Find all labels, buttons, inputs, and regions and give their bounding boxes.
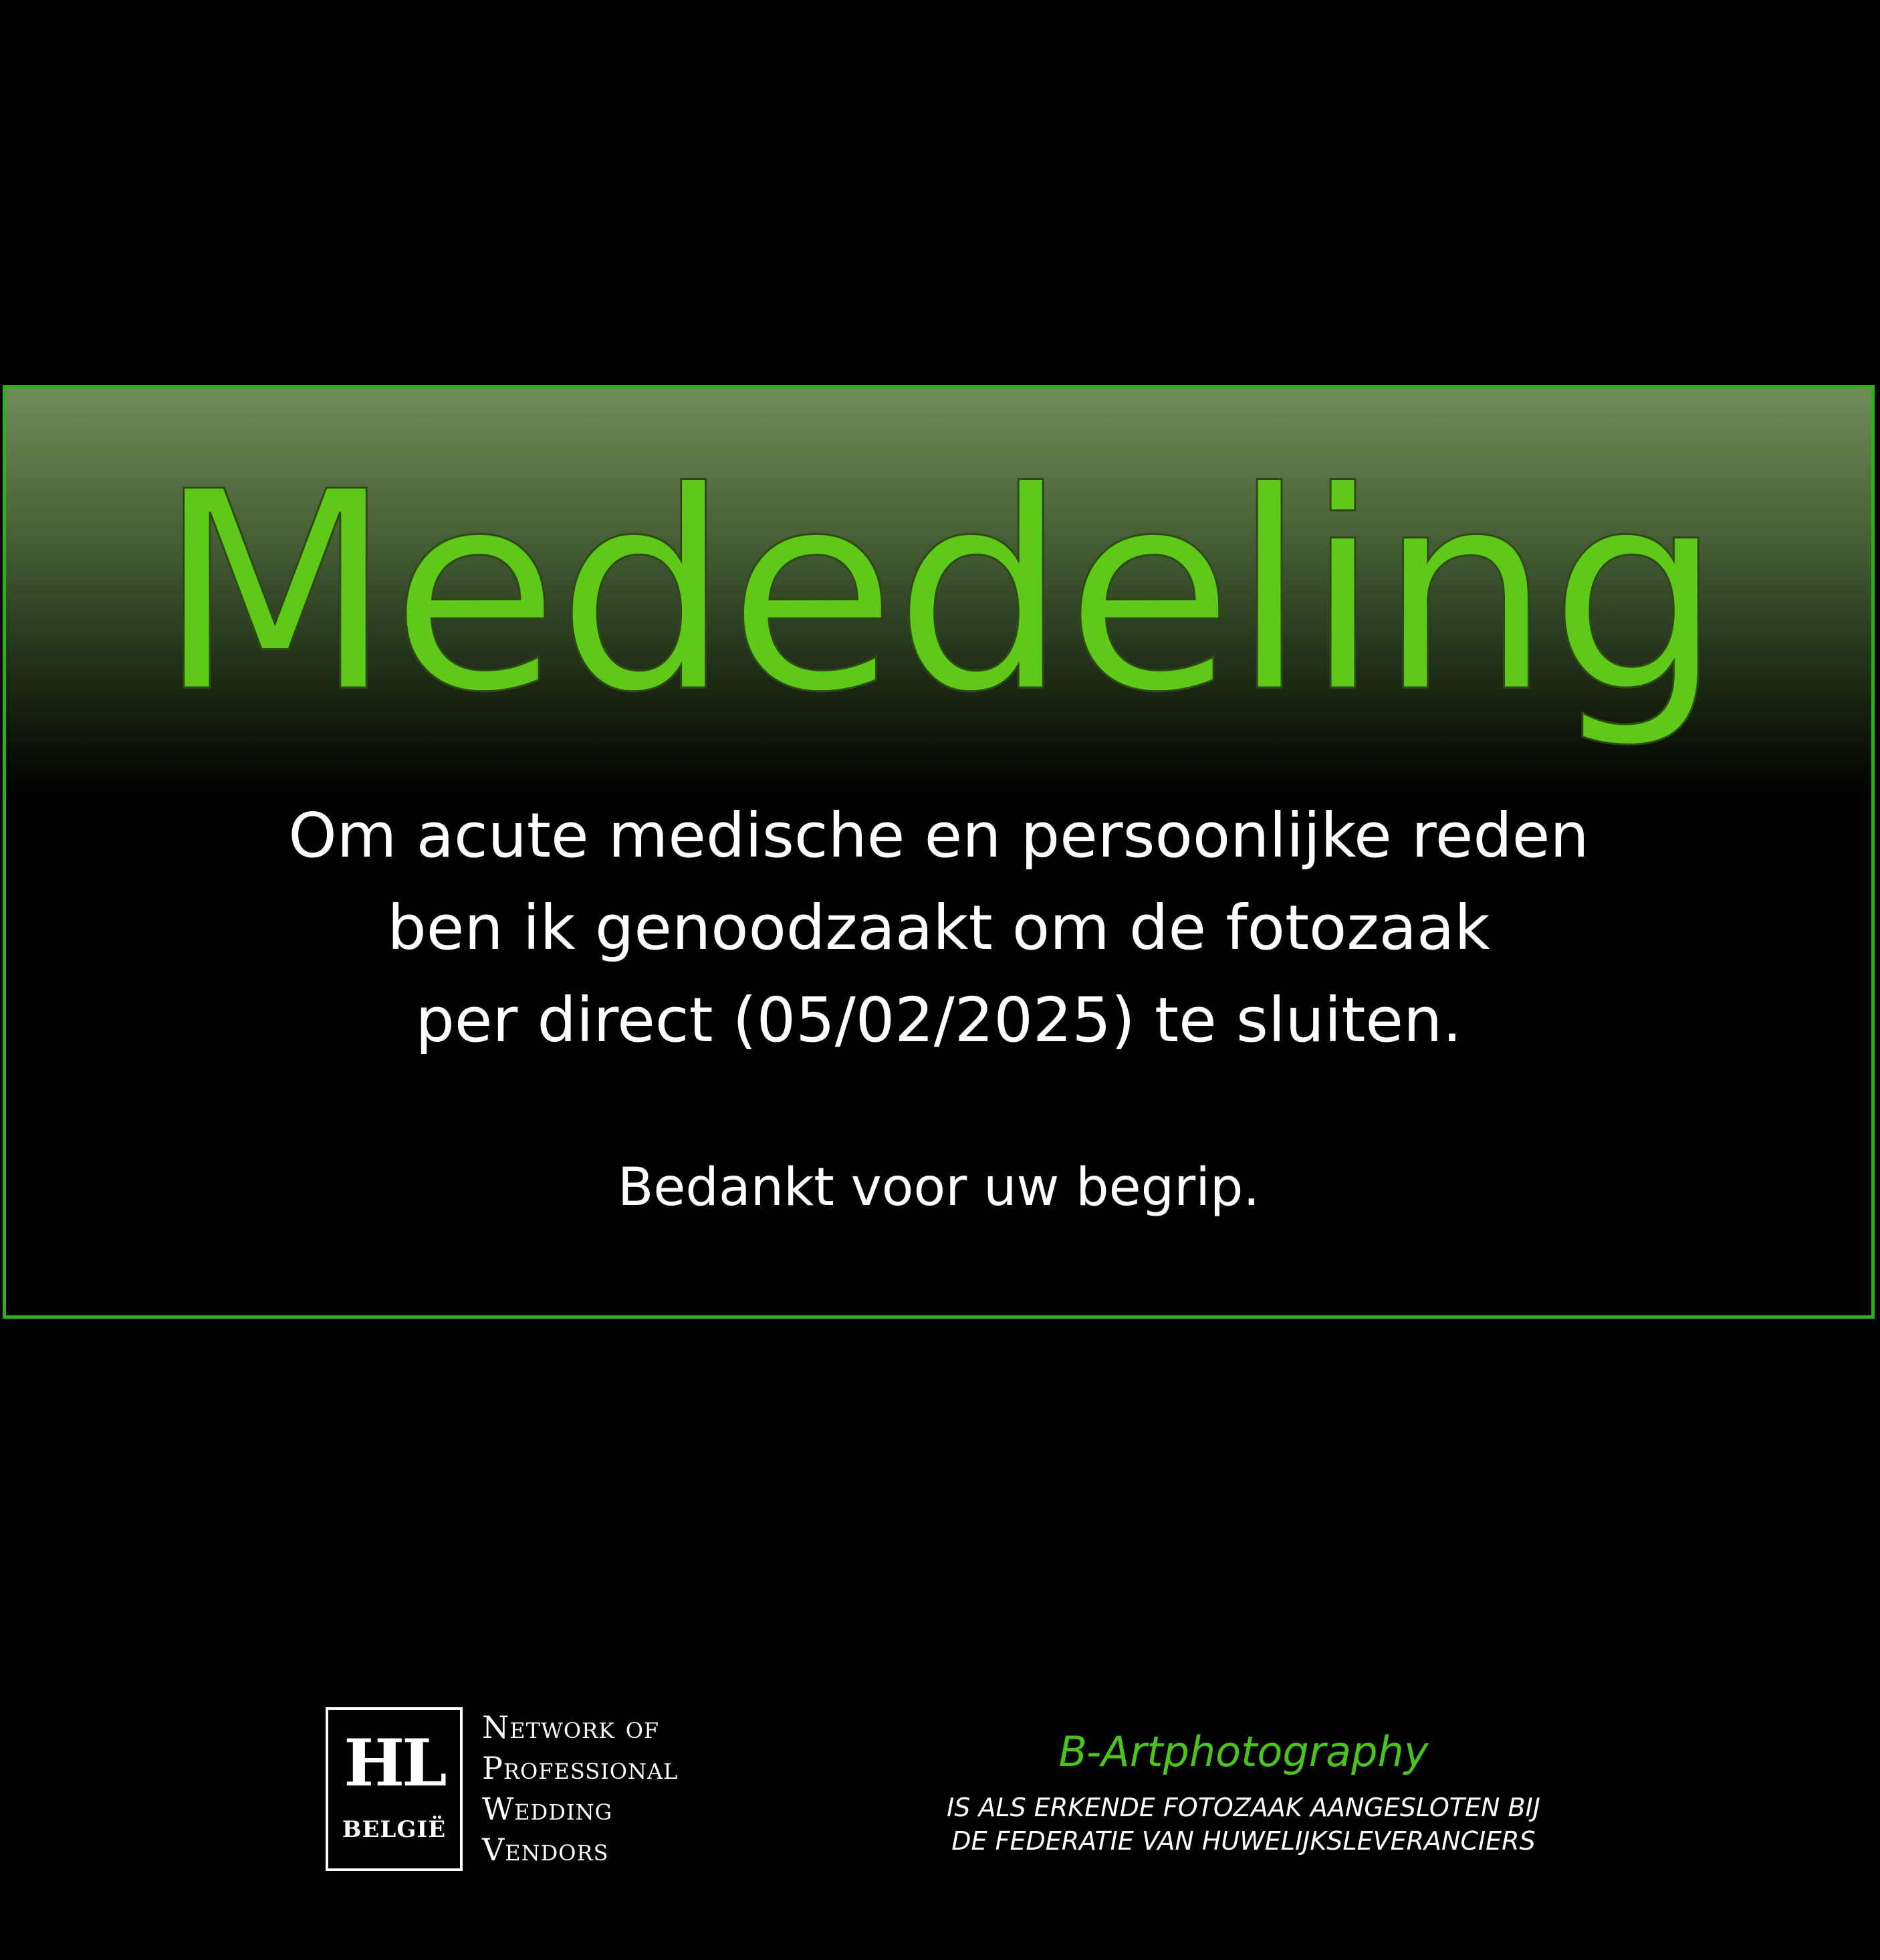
notice-body-line: ben ik genoodzaakt om de fotozaak <box>387 892 1490 964</box>
hl-logo-box <box>326 1707 463 1871</box>
brand-name: B-Artphotography <box>1058 1727 1429 1776</box>
notice-thanks: Bedankt voor uw begrip. <box>617 1158 1260 1218</box>
notice-body-line: Om acute medische en persoonlijke reden <box>288 800 1589 871</box>
hl-tagline-line: Professional <box>482 1750 679 1786</box>
hl-tagline-line: Network of <box>482 1709 660 1745</box>
brand-block <box>903 1725 1584 1858</box>
brand-caption-line: IS ALS ERKENDE FOTOZAAK AANGESLOTEN BIJ <box>947 1793 1540 1822</box>
notice-title: Mededeling <box>156 433 1721 752</box>
hl-logo-country: BELGIË <box>342 1816 447 1843</box>
hl-tagline-line: Vendors <box>482 1832 609 1868</box>
hl-tagline-line: Wedding <box>482 1791 613 1827</box>
hl-logo-letters: HL <box>344 1725 445 1801</box>
notice-body <box>6 790 1871 1067</box>
brand-caption <box>903 1791 1584 1858</box>
brand-caption-line: DE FEDERATIE VAN HUWELIJKSLEVERANCIERS <box>951 1826 1536 1856</box>
hl-logo-tagline <box>482 1707 736 1870</box>
notice-body-line: per direct (05/02/2025) te sluiten. <box>415 984 1462 1056</box>
notice-panel <box>3 385 1875 1319</box>
hl-belgie-logo <box>326 1707 727 1874</box>
